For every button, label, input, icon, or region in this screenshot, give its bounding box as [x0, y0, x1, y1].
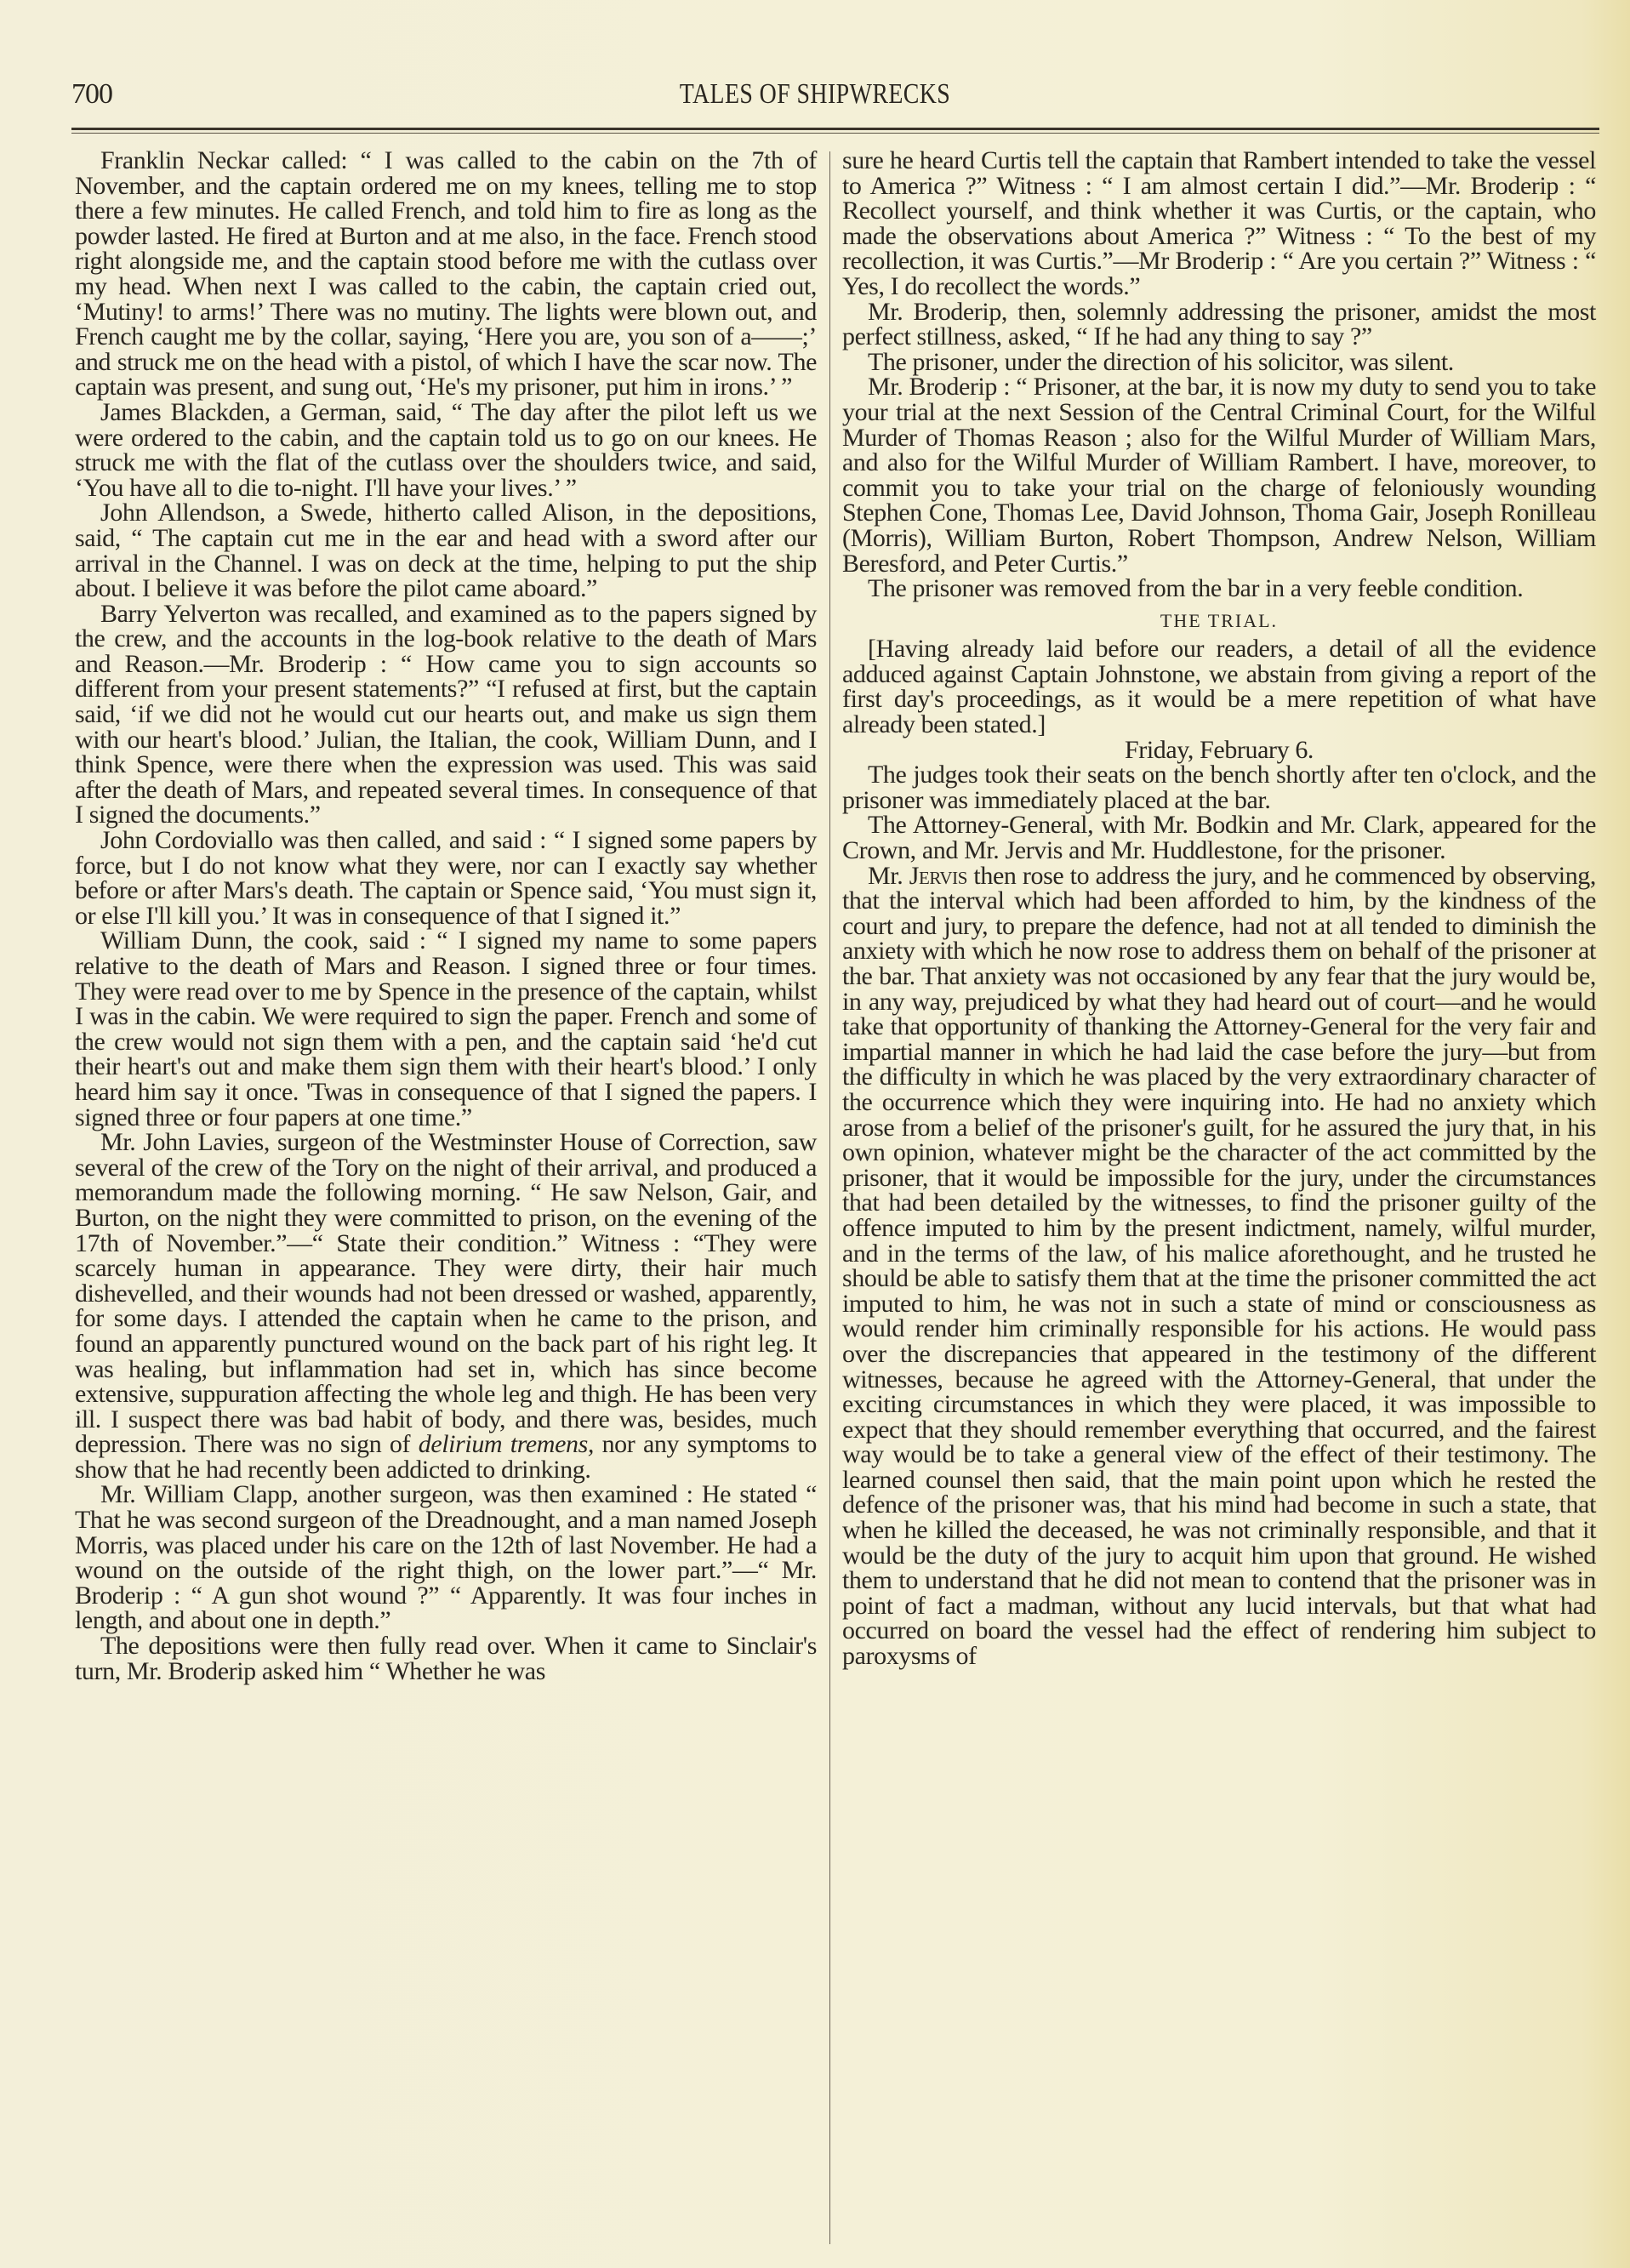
paragraph: John Allendson, a Swede, hitherto called Alison, in the depositions, said, “ The captain cut me in the ear and head with a sword after our arrival in the Channel. I was on deck at the time, helping to put the ship about. I believe it was before the pilot came aboard.”	[75, 499, 817, 603]
text: then rose to address the jury, and he commenced by observing, that the interval which had been afforded to him, by the kindness of the court and jury, to prepare the defence, had not at all tended to diminish the anxiety with which he now rose to address them on behalf of the prisoner at the bar. That anxiety was not occasioned by any fear that the jury would be, in any way, prejudiced by what they had heard out of court—and he would take that opportunity of thanking the Attorney-General for the very fair and impartial manner in which he had laid the case before the jury—but from the difficulty in which he was placed by the very extraordinary character of the occurrence which they were inquiring into. He had no anxiety which arose from a belief of the prisoner's guilt, for he assured the jury that, in his own opinion, whatever might be the character of the act committed by the prisoner, that it would be impossible for the jury, under the circumstances that had been detailed by the witnesses, to find the prisoner guilty of the offence imputed to him by the present indictment, namely, wilful murder, and in the terms of the law, of his malice aforethought, and he trusted he should be able to satisfy them that at the time the prisoner committed the act imputed to him, he was not in such a state of mind or consciousness as would render him criminally responsible for his actions. He would pass over the discrepancies that appeared in the testimony of the different witnesses, because he agreed with the Attorney-General, that under the exciting circumstances in which they were placed, it was impossible to expect that they should remember everything that occurred, and the fairest way would be to take a general view of the effect of their testimony. The learned counsel then said, that the main point upon which he rested the defence of the prisoner was, that his mind had become in such a state, that when he killed the deceased, he was not criminally responsible, and that it would be the duty of the jury to acquit him upon that ground. He wished them to understand that he did not mean to contend that the prisoner was in point of fact a madman, without any lucid intervals, but that what had occurred on board the vessel had the effect of rendering him subject to paroxysms of	[842, 861, 1596, 1671]
paragraph: Mr. William Clapp, another surgeon, was then examined : He stated “ That he was second surgeon of the Dreadnought, and a man named Joseph Morris, was placed under his care on the 12th of last November. He had a wound on the outside of the right thigh, on the lower part.”—“ Mr. Broderip : “ A gun shot wound ?” “ Apparently. It was four inches in length, and about one in depth.”	[75, 1480, 817, 1635]
text: Mr. John Lavies, surgeon of the Westminster House of Correction, saw several of the crew of the Tory on the night of their arrival, and produced a memorandum made the following morning. “ He saw Nelson, Gair, and Burton, on the night they were committed to prison, on the evening of the 17th of November.”—“ State their condition.” Witness : “They were scarcely human in appearance. They were dirty, their hair much dishevelled, and their wounds had not been dressed or washed, apparently, for some days. I attended the captain when he came to the prison, and found an apparently punctured wound on the back part of his right leg. It was healing, but inflammation had set in, which has since become extensive, suppuration affecting the whole leg and thigh. He has been very ill. I suspect there was bad habit of body, and there was, besides, much depression. There was no sign of	[75, 1128, 817, 1459]
small-caps-name: Jervis	[909, 861, 967, 890]
paragraph-continued: sure he heard Curtis tell the captain that Rambert intended to take the vessel to America ?” Witness : “ I am almost certain I did.”—Mr. Broderip : “ Recollect yourself, and think whether it was Curtis, or the captain, who made the observations about America ?” Witness : “ To the best of my recollection, it was Curtis.”—Mr Broderip : “ Are you certain ?” Witness : “ Yes, I do recollect the words.”	[842, 146, 1596, 300]
editor-note: [Having already laid before our readers, a detail of all the evidence adduced against Captain Johnstone, we abstain from giving a report of the first day's proceedings, as it would be a mere repetition of what have already been stated.]	[842, 635, 1596, 739]
column-divider	[829, 151, 830, 2244]
paragraph: The Attorney-General, with Mr. Bodkin and Mr. Clark, appeared for the Crown, and Mr. Jervis and Mr. Huddlestone, for the prisoner.	[842, 811, 1596, 865]
paragraph: The prisoner, under the direction of his solicitor, was silent.	[868, 347, 1454, 376]
paragraph: The judges took their seats on the bench shortly after ten o'clock, and the prisoner was immediately placed at the bar.	[842, 761, 1596, 814]
paragraph: William Dunn, the cook, said : “ I signed my name to some papers relative to the death of Mars and Reason. I signed three or four times. They were read over to me by Spence in the presence of the captain, whilst I was in the cabin. We were required to sign the paper. French and some of the crew would not sign them with a pen, and the captain said ‘he'd cut their heart's out and make them sign them with their heart's blood.’ I only heard him say it once. 'Twas in consequence of that I signed the papers. I signed three or four papers at one time.”	[75, 926, 817, 1131]
dateline: Friday, February 6.	[1124, 735, 1314, 764]
paragraph: Mr. Broderip, then, solemnly addressing the prisoner, amidst the most perfect stillness, asked, “ If he had any thing to say ?”	[842, 297, 1596, 351]
paragraph: The prisoner was removed from the bar in a very feeble condition.	[868, 574, 1524, 603]
header-rule-thin	[71, 133, 1599, 134]
paragraph: John Cordoviallo was then called, and said : “ I signed some papers by force, but I do not know what they were, nor can I exactly say whether before or after Mars's death. The captain or Spence said, ‘You must sign it, or else I'll kill you.’ It was in consequence of that I signed it.”	[75, 826, 817, 930]
paragraph: Barry Yelverton was recalled, and examined as to the papers signed by the crew, and the accounts in the log-book relative to the death of Mars and Reason.—Mr. Broderip : “ How came you to sign accounts so different from your present statements?” “I refused at first, but the captain said, ‘if we did not he would cut our hearts out, and make us sign them with our heart's blood.’ Julian, the Italian, the cook, William Dunn, and I think Spence, were there when the expression was used. This was said after the death of Mars, and repeated several times. In consequence of that I signed the documents.”	[75, 599, 817, 829]
running-title: TALES OF SHIPWRECKS	[679, 78, 951, 110]
text: Mr.	[868, 861, 909, 890]
paragraph: Franklin Neckar called: “ I was called to the cabin on the 7th of November, and the captain ordered me on my knees, telling me to stop there a few minutes. He called French, and told him to fire as long as the powder lasted. He fired at Burton and at me also, in the face. French stood right alongside me, and the captain stood before me with the cutlass over my head. When next I was called to the cabin, the captain cried out, ‘Mutiny! to arms!’ There was no mutiny. The lights were blown out, and French caught me by the collar, saying, ‘Here you are, you son of a——;’ and struck me on the head with a pistol, of which I have the scar now. The captain was present, and sung out, ‘He's my prisoner, put him in irons.’ ”	[75, 146, 817, 402]
page-number: 700	[71, 78, 112, 110]
paragraph: The depositions were then fully read over. When it came to Sinclair's turn, Mr. Broderip asked him “ Whether he was	[75, 1632, 817, 1685]
paragraph-lavies	[75, 1130, 817, 1482]
right-column	[842, 148, 1596, 1669]
italic-text: delirium tremens,	[418, 1430, 594, 1459]
header-rule	[71, 128, 1599, 130]
text: nor any symptoms to show that he had recently been addicted to drinking.	[75, 1430, 817, 1484]
paragraph: James Blackden, a German, said, “ The day after the pilot left us we were ordered to the cabin, and the captain told us to go on our knees. He struck me with the flat of the cutlass over the shoulders twice, and said, ‘You have all to die to-night. I'll have your lives.’ ”	[75, 397, 817, 502]
left-column	[75, 148, 817, 1684]
section-heading: THE TRIAL.	[1160, 609, 1279, 631]
paragraph: Mr. Broderip : “ Prisoner, at the bar, it is now my duty to send you to take your trial at the next Session of the Central Criminal Court, for the Wilful Murder of Thomas Reason ; also for the Wilful Murder of William Mars, and also for the Wilful Murder of William Rambert. I have, moreover, to commit you to take your trial on the charge of feloniously wounding Stephen Cone, Thomas Lee, David Johnson, Thoma Gair, Joseph Ronilleau (Morris), William Burton, Robert Thompson, Andrew Nelson, William Beresford, and Peter Curtis.”	[842, 373, 1596, 578]
paragraph-jervis	[842, 863, 1596, 1669]
